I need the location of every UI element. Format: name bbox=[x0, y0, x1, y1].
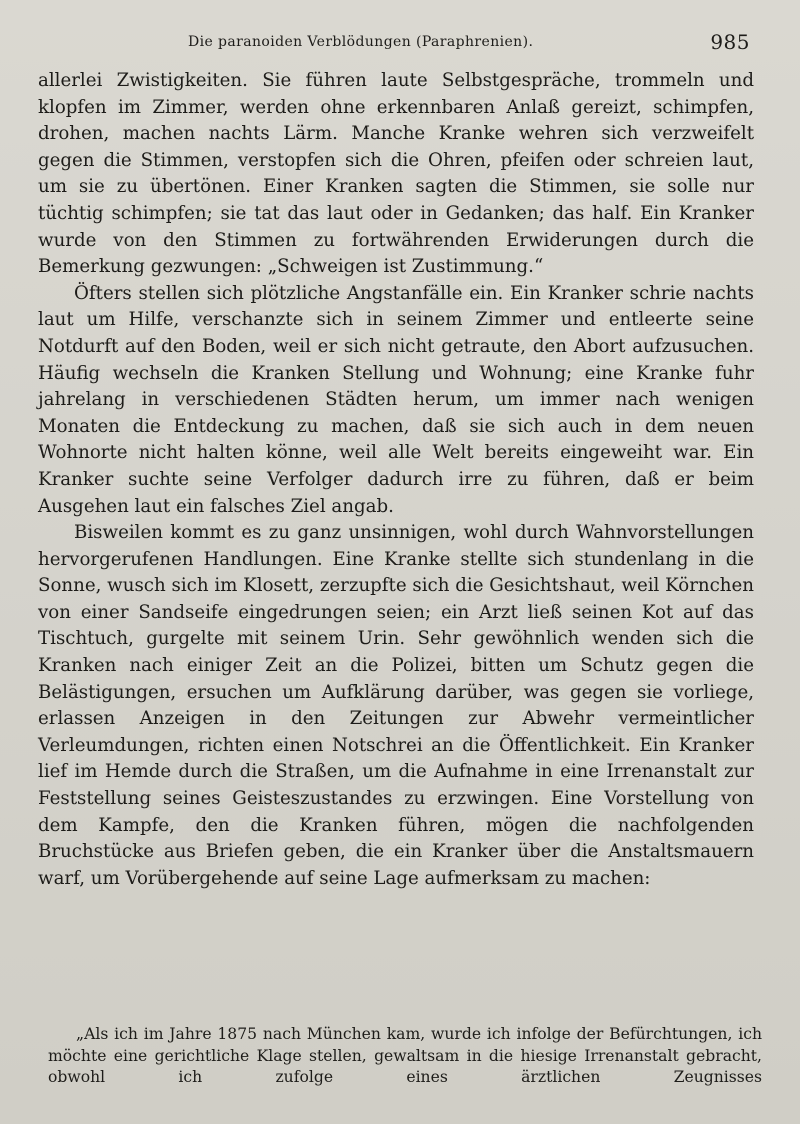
body-text bbox=[38, 68, 754, 892]
paragraph-2: Öfters stellen sich plötzliche Angstanfälle ein. Ein Kranker schrie nachts laut um Hilfe, verschanzte sich in seinem Zimmer und entleerte seine Notdurft auf den Boden, weil er sich nicht getraute, den Abort aufzusuchen. Häufig wechseln die Kranken Stellung und Wohnung; eine Kranke fuhr jahrelang in verschiedenen Städten herum, um immer nach wenigen Monaten die Entdeckung zu machen, daß sie sich auch in dem neuen Wohnorte nicht halten könne, weil alle Welt bereits eingeweiht war. Ein Kranker suchte seine Verfolger dadurch irre zu führen, daß er beim Ausgehen laut ein falsches Ziel angab. bbox=[38, 282, 754, 517]
running-head bbox=[38, 30, 754, 60]
paragraph-3: Bisweilen kommt es zu ganz unsinnigen, wohl durch Wahnvorstellungen hervorgerufenen Handlungen. Eine Kranke stellte sich stundenlang in die Sonne, wusch sich im Klosett, zerzupfte sich die Gesichtshaut, weil Körnchen von einer Sandseife eingedrungen seien; ein Arzt ließ seinen Kot auf das Tischtuch, gurgelte mit seinem Urin. Sehr gewöhnlich wenden sich die Kranken nach einiger Zeit an die Polizei, bitten um Schutz gegen die Belästigungen, ersuchen um Aufklärung darüber, was gegen sie vorliege, erlassen Anzeigen in den Zeitungen zur Abwehr vermeintlicher Verleumdungen, richten einen Notschrei an die Öffentlichkeit. Ein Kranker lief im Hemde durch die Straßen, um die Aufnahme in eine Irrenanstalt zur Feststellung seines Geisteszustandes zu erzwingen. Eine Vorstellung von dem Kampfe, den die Kranken führen, mögen die nachfolgenden Bruchstücke aus Briefen geben, die ein Kranker über die Anstaltsmauern warf, um Vorübergehende auf seine Lage aufmerksam zu machen: bbox=[38, 522, 754, 889]
page-number: 985 bbox=[710, 30, 750, 54]
running-title: Die paranoiden Verblödungen (Paraphrenien). bbox=[188, 34, 534, 50]
letter-quote bbox=[48, 1024, 762, 1089]
quote-text: „Als ich im Jahre 1875 nach München kam, wurde ich infolge der Befürchtungen, ich möchte eine gerichtliche Klage stellen, gewaltsam in die hiesige Irrenanstalt gebracht, obwohl ich zufolge eines ärztlichen Zeugnisses bbox=[48, 1025, 762, 1087]
paragraph-1: allerlei Zwistigkeiten. Sie führen laute Selbstgespräche, trommeln und klopfen im Zimmer, werden ohne erkennbaren Anlaß gereizt, schimpfen, drohen, machen nachts Lärm. Manche Kranke wehren sich verzweifelt gegen die Stimmen, verstopfen sich die Ohren, pfeifen oder schreien laut, um sie zu übertönen. Einer Kranken sagten die Stimmen, sie solle nur tüchtig schimpfen; sie tat das laut oder in Gedanken; das half. Ein Kranker wurde von den Stimmen zu fortwährenden Erwiderungen durch die Bemerkung gezwungen: „Schweigen ist Zustimmung.“ bbox=[38, 70, 754, 278]
